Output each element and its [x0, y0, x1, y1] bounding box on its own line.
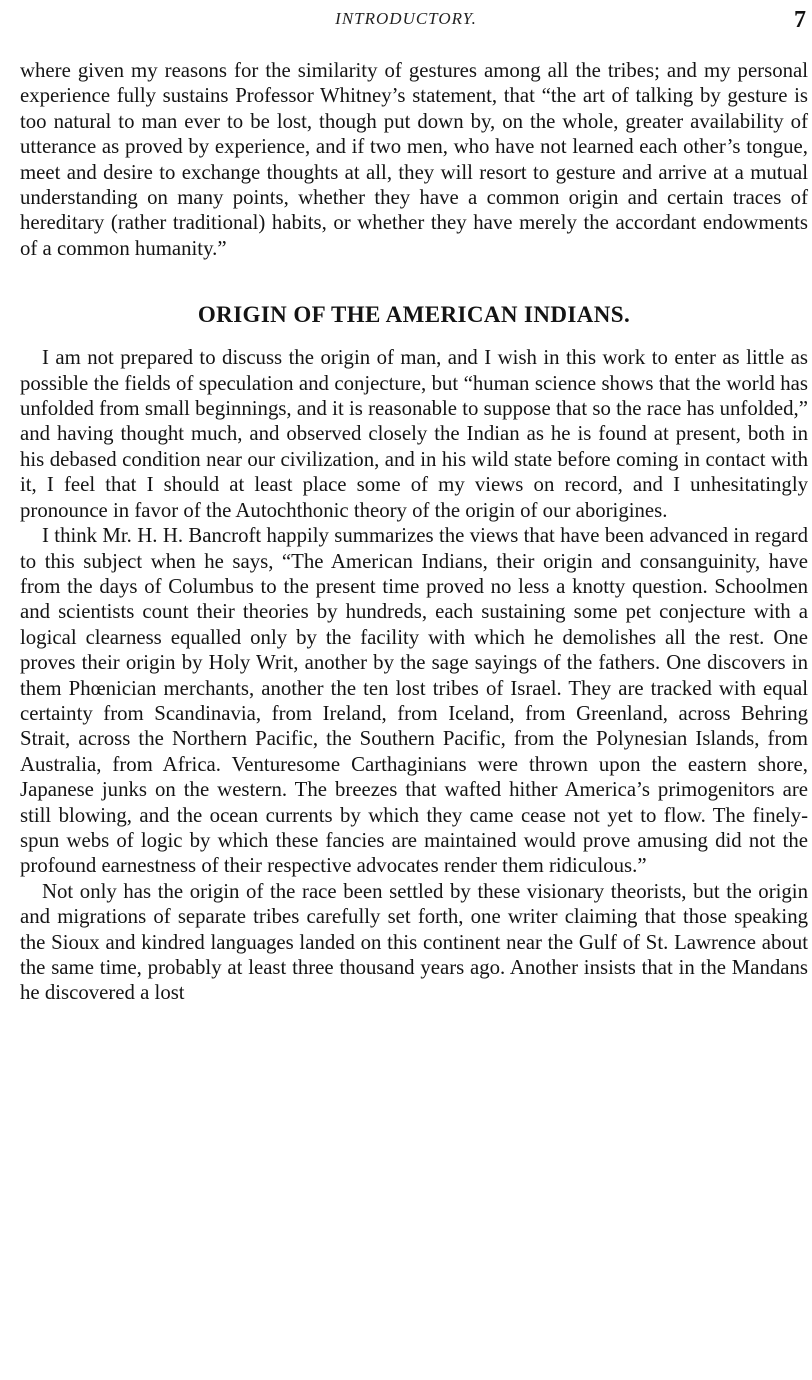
section-heading: ORIGIN OF THE AMERICAN INDIANS. [197, 302, 631, 328]
continued-paragraph: where given my reasons for the similarity of gestures among all the tribes; and my personal experience fully sustains Professor Whitney’s statement, that “the art of talking by gesture is too natural to man ever to be lost, though put down by, on the whole, greater availability of utterance as proved by experience, and if two men, who have not learned each other’s tongue, meet and desire to exchange thoughts at all, they will resort to gesture and arrive at a mutual understanding on many points, whether they have a common origin and certain traces of hereditary (rather traditional) habits, or whether they have merely the accordant endowments of a common humanity.” [20, 59, 808, 260]
running-title: INTRODUCTORY. [335, 9, 477, 28]
section-paragraph: I think Mr. H. H. Bancroft happily summarizes the views that have been advanced in regard to this subject when he says, “The American Indians, their origin and consanguinity, have from the days of Columbus to the present time proved no less a knotty question. Schoolmen and scientists count their theories by hundreds, each sustaining some pet conjecture with a logical clearness equalled only by the facility with which he demolishes all the rest. One proves their origin by Holy Writ, another by the sage sayings of the fathers. One discovers in them Phœnician merchants, another the ten lost tribes of Israel. They are tracked with equal certainty from Scandinavia, from Ireland, from Iceland, from Greenland, across Behring Strait, across the Northern Pacific, the Southern Pacific, from the Polynesian Islands, from Australia, from Africa. Venturesome Carthaginians were thrown upon the eastern shore, Japanese junks on the western. The breezes that wafted hither America’s primogenitors are still blowing, and the ocean currents by which they came cease not yet to flow. The finely-spun webs of logic by which these fancies are maintained would prove amusing did not the profound earnestness of their respective advocates render them ridiculous.” [20, 524, 808, 878]
section-paragraph: I am not prepared to discuss the origin of man, and I wish in this work to enter as little as possible the fields of speculation and conjecture, but “human science shows that the world has unfolded from small beginnings, and it is reasonable to suppose that so the race has unfolded,” and having thought much, and observed closely the Indian as he is found at present, both in his debased condition near our civilization, and in his wild state before coming in contact with it, I feel that I should at least place some of my views on record, and I unhesitatingly pronounce in favor of the Autochthonic theory of the origin of our aborigines. [20, 346, 808, 522]
page-number: 7 [794, 7, 806, 33]
section-paragraph: Not only has the origin of the race been settled by these visionary theorists, but the origin and migrations of separate tribes carefully set forth, one writer claiming that those speaking the Sioux and kindred languages landed on this continent near the Gulf of St. Lawrence about the same time, probably at least three thousand years ago. Another insists that in the Mandans he discovered a lost [20, 879, 808, 1005]
body-text [20, 58, 808, 1006]
running-head [0, 5, 812, 37]
